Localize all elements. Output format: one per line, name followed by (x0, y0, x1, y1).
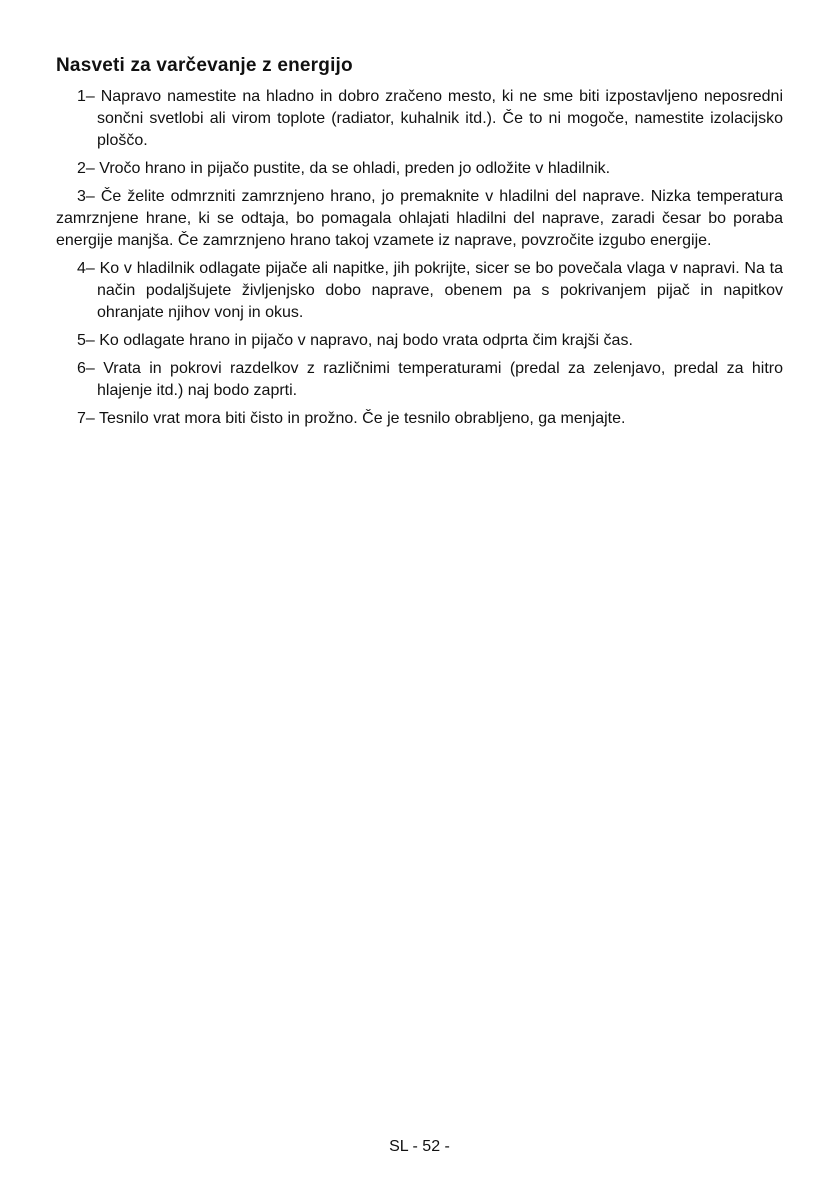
list-item-text: Ko odlagate hrano in pijačo v napravo, naj bodo vrata odprta čim krajši čas. (99, 332, 633, 349)
list-item (56, 186, 783, 252)
list-item-number: 2– (77, 160, 100, 177)
list-item-text: Če želite odmrzniti zamrznjeno hrano, jo premaknite v hladilni del naprave. Nizka temperatura zamrznjene hrane, ki se odtaja, bo pomagala ohlajati hladilni del naprave, zaradi česar bo poraba energije manjša. Če zamrznjeno hrano takoj vzamete iz naprave, povzročite izgubo energije. (56, 188, 783, 249)
page-title: Nasveti za varčevanje z energijo (56, 55, 353, 76)
list-item-text: Ko v hladilnik odlagate pijače ali napitke, jih pokrijte, sicer se bo povečala vlaga v napravi. Na ta način podaljšujete življenjsko dobo naprave, obenem pa s pokrivanjem pijač in napitkov ohranjate njihov vonj in okus. (97, 260, 783, 321)
page-number: SL - 52 - (389, 1138, 450, 1155)
list-item-number: 5– (77, 332, 100, 349)
list-item-text: Tesnilo vrat mora biti čisto in prožno. Če je tesnilo obrabljeno, ga menjajte. (98, 410, 626, 427)
list-item-number: 3– (77, 188, 101, 205)
list-item-text: Napravo namestite na hladno in dobro zračeno mesto, ki ne sme biti izpostavljeno neposredni sončni svetlobi ali virom toplote (radiator, kuhalnik itd.). Če to ni mogoče, namestite izolacijsko ploščo. (97, 88, 783, 149)
list-item (77, 258, 783, 324)
list-item-text: Vročo hrano in pijačo pustite, da se ohladi, preden jo odložite v hladilnik. (99, 160, 611, 177)
list-item (77, 86, 783, 152)
list-item (77, 358, 783, 402)
list-item-number: 4– (77, 260, 100, 277)
energy-tips-list (56, 86, 783, 436)
list-item (77, 330, 783, 352)
list-item-text: Vrata in pokrovi razdelkov z različnimi temperaturami (predal za zelenjavo, predal za hitro hlajenje itd.) naj bodo zaprti. (97, 360, 783, 399)
list-item-number: 1– (77, 88, 101, 105)
list-item (77, 158, 783, 180)
list-item (77, 408, 783, 430)
list-item-number: 7– (77, 410, 99, 427)
list-item-number: 6– (77, 360, 104, 377)
